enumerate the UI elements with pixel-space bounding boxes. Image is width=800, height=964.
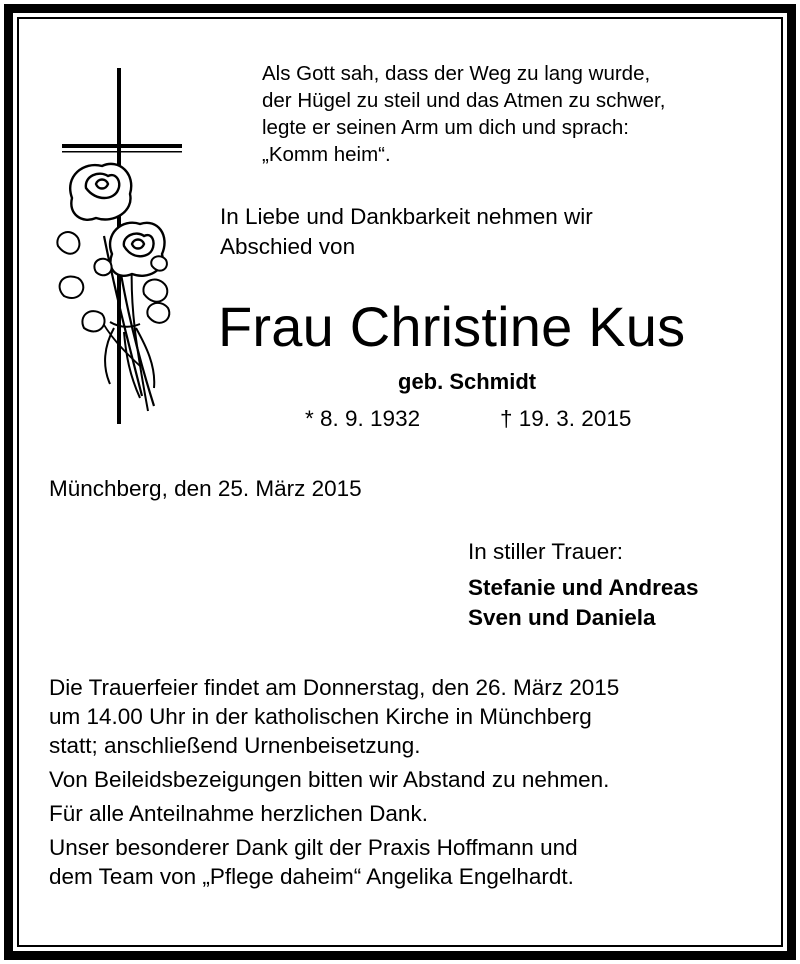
maiden-name: geb. Schmidt xyxy=(398,369,537,394)
farewell-intro xyxy=(220,202,593,262)
deceased-name: Frau Christine Kus xyxy=(218,295,686,358)
mourning-label: In stiller Trauer: xyxy=(468,539,624,564)
poem-line: Als Gott sah, dass der Weg zu lang wurde, xyxy=(262,62,651,85)
info-line: dem Team von „Pflege daheim“ Angelika Engelhardt. xyxy=(49,864,574,889)
mourner-name: Sven und Daniela xyxy=(468,605,656,630)
info-line: Von Beileidsbezeigungen bitten wir Abstand zu nehmen. xyxy=(49,767,610,792)
info-line: Für alle Anteilnahme herzlichen Dank. xyxy=(49,801,428,826)
poem-line: legte er seinen Arm um dich und sprach: xyxy=(262,116,629,139)
poem-line: „Komm heim“. xyxy=(262,143,391,166)
info-line: Die Trauerfeier findet am Donnerstag, den 26. März 2015 xyxy=(49,675,620,700)
poem-verse xyxy=(262,60,665,168)
cross-with-roses-icon xyxy=(44,66,194,432)
intro-line: Abschied von xyxy=(220,234,356,259)
funeral-information xyxy=(49,673,619,891)
poem-line: der Hügel zu steil und das Atmen zu schwer, xyxy=(262,89,666,112)
info-line: Unser besonderer Dank gilt der Praxis Hoffmann und xyxy=(49,835,578,860)
info-line: um 14.00 Uhr in der katholischen Kirche in Münchberg xyxy=(49,704,592,729)
intro-line: In Liebe und Dankbarkeit nehmen wir xyxy=(220,204,593,229)
mourners-list xyxy=(468,573,698,633)
place-and-date: Münchberg, den 25. März 2015 xyxy=(49,476,362,501)
info-line: statt; anschließend Urnenbeisetzung. xyxy=(49,733,421,758)
death-date: † 19. 3. 2015 xyxy=(500,406,632,431)
birth-date: * 8. 9. 1932 xyxy=(305,406,421,431)
mourner-name: Stefanie und Andreas xyxy=(468,575,699,600)
